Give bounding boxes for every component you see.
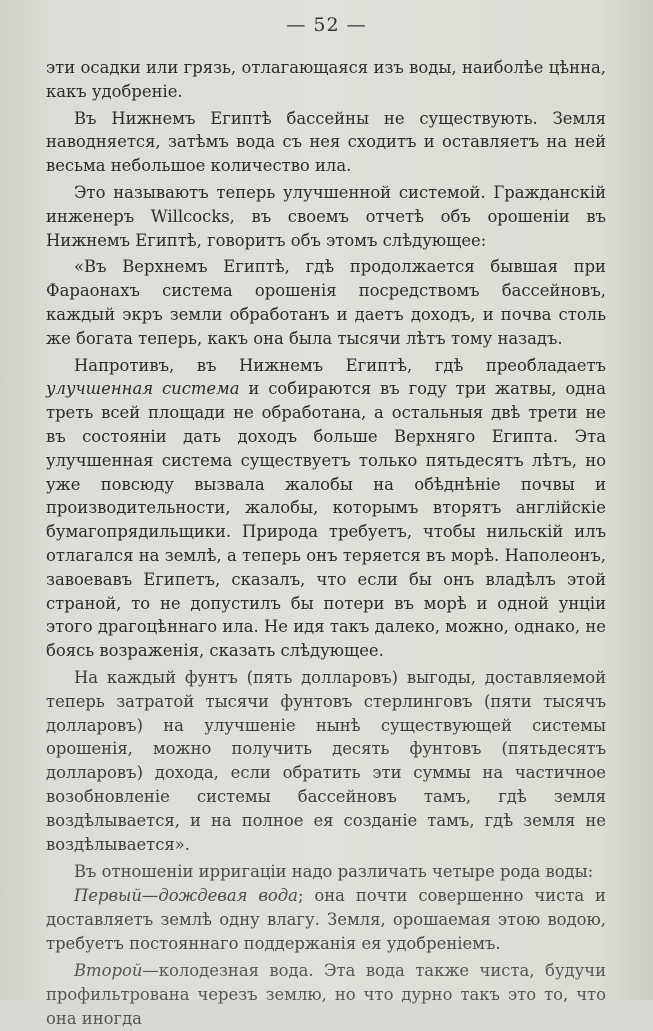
paragraph-9-after: —колодезная вода. Эта вода также чиста, будучи профильтрована черезъ землю, но что дурно такъ это то, что она иногда	[46, 961, 606, 1029]
page-number: — 52 —	[286, 14, 367, 36]
paragraph-9	[46, 959, 606, 1030]
page-text	[46, 56, 606, 1031]
paragraph-4-quote: «Въ Верхнемъ Египтѣ, гдѣ продолжается бывшая при Фараонахъ система орошенія посредствомъ бассейновъ, каждый экръ земли обработанъ и даетъ доходъ, и почва столь же богата теперь, какъ она была тысячи лѣтъ тому назадъ.	[46, 257, 606, 348]
paragraph-8-after: ; она почти совершенно чиста и доставляетъ землѣ одну влагу. Земля, орошаемая этою водою, требуетъ постояннаго поддержанія ея удобреніемъ.	[46, 886, 606, 953]
paragraph-6: На каждый фунтъ (пять долларовъ) выгоды, доставляемой теперь затратой тысячи фунтовъ стерлинговъ (пяти тысячъ долларовъ) на улучшеніе нынѣ существующей системы орошенія, можно получить десять фунтовъ (пятьдесятъ долларовъ) дохода, если обратить эти суммы на частичное возобновленіе системы бассейновъ тамъ, гдѣ земля воздѣлывается, и на полное ея созданіе тамъ, гдѣ земля не воздѣлывается».	[46, 667, 606, 854]
paragraph-8-emphasis: Первый—дождевая вода	[74, 886, 298, 906]
paragraph-5-after: и собираются въ году три жатвы, одна треть всей площади не обработана, а остальныя двѣ трети не въ состояніи дать доходъ больше Верхняго Египта. Эта улучшенная система существуетъ только пятьдесятъ лѣтъ, но уже повсюду вызвала жалобы на обѣднѣніе почвы и производительности, жалобы, которымъ вторятъ англійскіе бумагопрядильщики. Природа требуетъ, чтобы нильскій илъ отлагался на землѣ, а теперь онъ теряется въ морѣ. Наполеонъ, завоевавъ Египетъ, сказалъ, что если бы онъ владѣлъ этой страной, то не допустилъ бы потери въ морѣ и одной унціи этого драгоцѣннаго ила. Не идя такъ далеко, можно, однако, не боясь возраженія, сказать слѣдующее.	[46, 379, 606, 661]
paragraph-9-emphasis: Второй	[74, 961, 143, 981]
paragraph-3: Это называютъ теперь улучшенной системой. Гражданскій инженеръ Willcocks, въ своемъ отчетѣ объ орошеніи въ Нижнемъ Египтѣ, говоритъ объ этомъ слѣдующее:	[46, 182, 606, 250]
paragraph-8	[46, 884, 606, 955]
paragraph-5	[46, 354, 606, 663]
paragraph-5-before: Напротивъ, въ Нижнемъ Египтѣ, гдѣ преобладаетъ	[74, 355, 606, 375]
paragraph-2: Въ Нижнемъ Египтѣ бассейны не существують. Земля наводняется, затѣмъ вода съ нея сходитъ и оставляетъ на ней весьма небольшое количество ила.	[46, 108, 606, 176]
paragraph-5-emphasis: улучшенная система	[46, 379, 240, 399]
paragraph-7: Въ отношеніи ирригаціи надо различать четыре рода воды:	[74, 862, 594, 882]
paragraph-1: эти осадки или грязь, отлагающаяся изъ воды, наиболѣе цѣнна, какъ удобреніе.	[46, 58, 606, 101]
